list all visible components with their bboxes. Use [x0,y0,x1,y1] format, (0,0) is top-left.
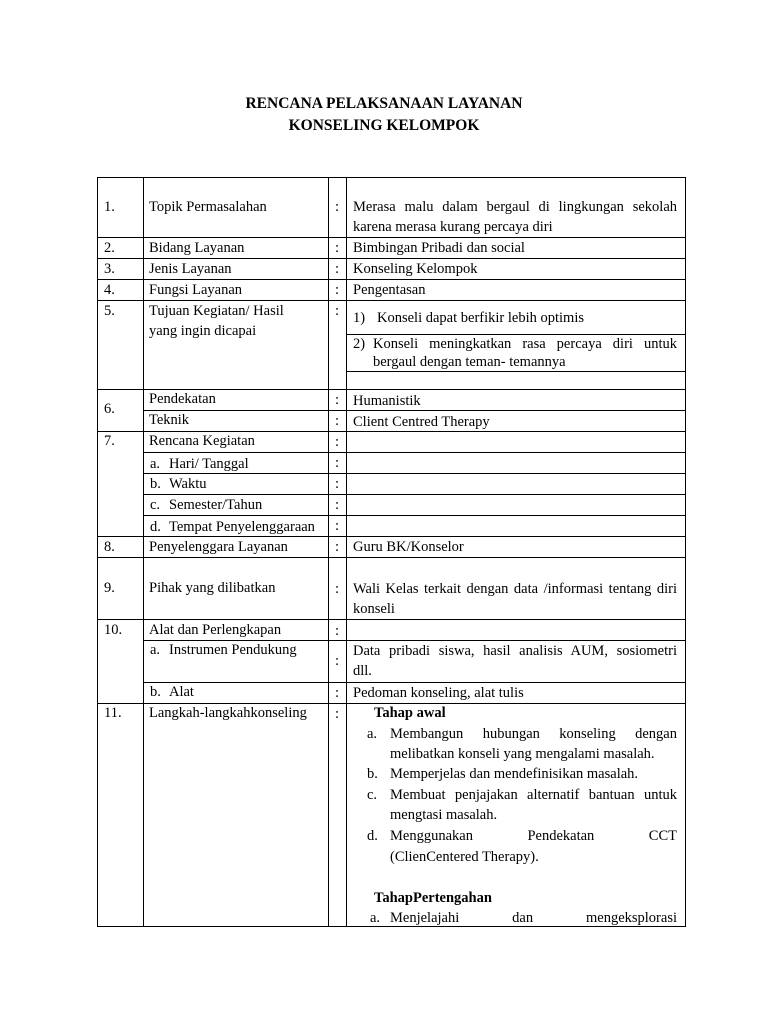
row-1-value-line-2: karena merasa kurang percaya diri [353,219,553,235]
step-1c-line-1: Membuat penjajakan alternatif bantuan untuk [390,787,677,803]
step-1d-letter: d. [367,828,378,844]
row-7d-colon: : [335,518,340,534]
row-2-number: 2. [104,240,115,256]
row-7c-colon: : [335,497,340,513]
row-7b-letter: b. [150,476,161,492]
row-11-number: 11. [104,705,122,721]
row-7a-letter: a. [150,456,161,472]
row-6a-colon: : [335,392,340,408]
goal-2-text-line-2: bergaul dengan teman- temannya [373,354,566,370]
table-col-divider-2 [328,177,329,927]
row-10-number: 10. [104,622,123,638]
goal-2-text-line-1: Konseli meningkatkan rasa percaya diri untuk [373,336,677,352]
row-1-label: Topik Permasalahan [149,199,267,215]
row-3-value: Konseling Kelompok [353,261,478,277]
row-8-value: Guru BK/Konselor [353,539,464,555]
step-1a-letter: a. [367,726,378,742]
step-2a-letter: a. [370,910,381,926]
row-6-value-pendekatan: Humanistik [353,393,421,409]
row-8-number: 8. [104,539,115,555]
row-6b-colon: : [335,413,340,429]
row-7a-colon: : [335,455,340,471]
row-divider [97,557,686,558]
row-10b-label: Alat [169,684,194,700]
row-7c-letter: c. [150,497,161,513]
step-1c-line-2: mengtasi masalah. [390,807,498,823]
row-7b-colon: : [335,476,340,492]
row-3-label: Jenis Layanan [149,261,232,277]
goal-1-text: Konseli dapat berfikir lebih optimis [377,310,584,326]
step-1d-line-1: Menggunakan Pendekatan CCT [390,828,677,844]
row-9-number: 9. [104,580,115,596]
row-2-colon: : [335,240,340,256]
row-4-value: Pengentasan [353,282,426,298]
row-5-label-line-2: yang ingin dicapai [149,323,257,339]
row-2-value: Bimbingan Pribadi dan social [353,240,525,256]
row-7d-letter: d. [150,519,161,535]
row-7-colon: : [335,434,340,450]
row-2-label: Bidang Layanan [149,240,245,256]
row-3-number: 3. [104,261,115,277]
row-9-colon: : [335,581,340,597]
table-border-top [97,177,686,178]
subrow-divider [143,452,686,453]
step-1a-line-2: melibatkan konseli yang mengalami masalah. [390,746,655,762]
row-4-colon: : [335,282,340,298]
title-line-1: RENCANA PELAKSANAAN LAYANAN [245,95,523,112]
row-9-value-line-1: Wali Kelas terkait dengan data /informasi tentang diri [353,581,677,597]
row-4-number: 4. [104,282,115,298]
row-7d-label: Tempat Penyelenggaraan [169,519,315,535]
row-9-value-line-2: konseli [353,601,395,617]
row-10a-value-line-2: dll. [353,663,372,679]
step-1b-letter: b. [367,766,378,782]
row-5-colon: : [335,303,340,319]
row-6-label-pendekatan: Pendekatan [149,391,216,407]
row-6-number: 6. [104,401,115,417]
row-10b-value: Pedoman konseling, alat tulis [353,685,524,701]
row-7-number: 7. [104,433,115,449]
row-9-label: Pihak yang dilibatkan [149,580,276,596]
row-10a-label: Instrumen Pendukung [169,642,297,658]
step-1c-letter: c. [367,787,378,803]
row-7a-label: Hari/ Tanggal [169,456,249,472]
row-10a-colon: : [335,653,340,669]
row-10-label: Alat dan Perlengkapan [149,622,282,638]
table-col-divider-1 [143,177,144,927]
row-8-colon: : [335,539,340,555]
subrow-divider [143,515,686,516]
row-1-value-line-1: Merasa malu dalam bergaul di lingkungan sekolah [353,199,677,215]
row-1-number: 1. [104,199,115,215]
row-4-label: Fungsi Layanan [149,282,243,298]
step-1a-line-1: Membangun hubungan konseling dengan [390,726,677,742]
row-6-value-teknik: Client Centred Therapy [353,414,490,430]
table-col-divider-3 [346,177,347,927]
row-8-label: Penyelenggara Layanan [149,539,288,555]
row-5-number: 5. [104,303,115,319]
row-10a-letter: a. [150,642,161,658]
stage-1-heading: Tahap awal [374,705,446,721]
stage-2-heading: TahapPertengahan [374,890,492,906]
row-11-colon: : [335,706,340,722]
title-line-2: KONSELING KELOMPOK [288,117,480,134]
row-3-colon: : [335,261,340,277]
row-5-label-line-1: Tujuan Kegiatan/ Hasil [149,303,284,319]
step-2a-line-1: Menjelajahi dan mengeksplorasi [390,910,677,926]
row-6-label-teknik: Teknik [149,412,190,428]
step-1b-line-1: Memperjelas dan mendefinisikan masalah. [390,766,639,782]
row-10a-value-line-1: Data pribadi siswa, hasil analisis AUM, sosiometri [353,643,677,659]
row-7-label: Rencana Kegiatan [149,433,255,449]
row-10b-letter: b. [150,684,161,700]
row-10b-colon: : [335,685,340,701]
goal-1-number: 1) [353,310,366,326]
table-border-left [97,177,98,927]
row-1-colon: : [335,199,340,215]
row-7b-label: Waktu [169,476,207,492]
row-11-label: Langkah-langkahkonseling [149,705,307,721]
step-1d-line-2: (ClienCentered Therapy). [390,849,539,865]
row-7c-label: Semester/Tahun [169,497,263,513]
row-10-colon: : [335,623,340,639]
goal-2-number: 2) [353,336,366,352]
table-border-right [685,177,686,927]
